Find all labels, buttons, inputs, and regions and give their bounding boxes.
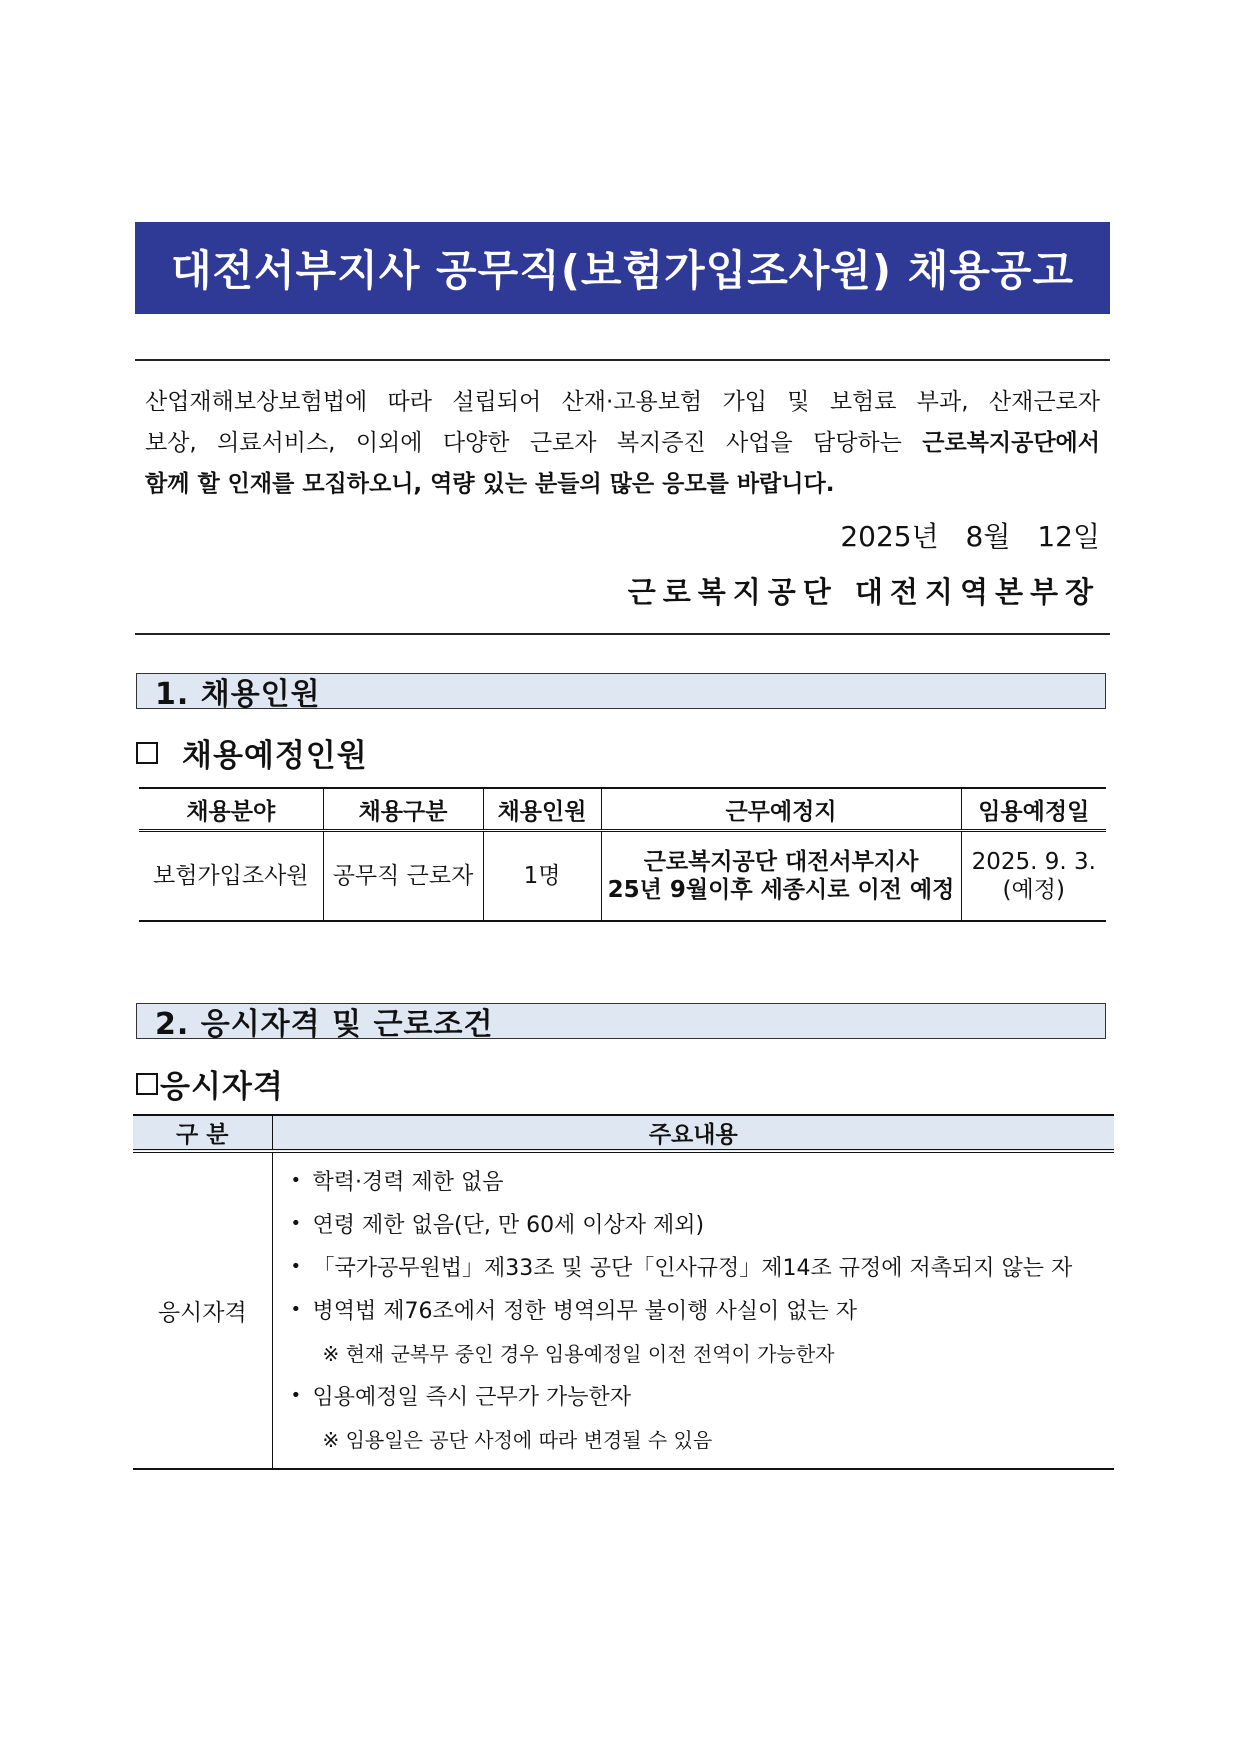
cell-count: 1명 xyxy=(483,831,601,922)
section-2-heading: 2. 응시자격 및 근로조건 xyxy=(136,1003,1106,1039)
note: ※ 임용일은 공단 사정에 따라 변경될 수 있음 xyxy=(322,1428,713,1452)
table-header-row xyxy=(133,1115,1114,1151)
bullet-icon: • xyxy=(290,1256,302,1277)
section-1-subheading: 채용예정인원 xyxy=(136,730,368,775)
bullet-icon: • xyxy=(290,1385,302,1406)
row-content xyxy=(272,1151,1114,1469)
header-location: 근무예정지 xyxy=(601,788,961,831)
header-content: 주요내용 xyxy=(272,1115,1114,1151)
table-row xyxy=(133,1151,1114,1469)
list-item: • 「국가공무원법」제33조 및 공단「인사규정」제14조 규정에 저촉되지 않는 자 xyxy=(290,1256,1073,1281)
table-row xyxy=(139,831,1106,922)
page-title: 대전서부지사 공무직(보험가입조사원) 채용공고 xyxy=(135,222,1110,314)
signer: 근로복지공단 대전지역본부장 xyxy=(627,575,1100,609)
intro-bottom-rule xyxy=(135,633,1110,635)
bullet-icon: • xyxy=(290,1299,302,1320)
cell-start-date: 2025. 9. 3. (예정) xyxy=(961,831,1106,922)
note: ※ 현재 군복무 중인 경우 임용예정일 이전 전역이 가능한자 xyxy=(322,1342,835,1366)
checkbox-square-icon xyxy=(136,1073,158,1095)
qualification-table xyxy=(133,1114,1114,1470)
intro-line-3: 함께 할 인재를 모집하오니, 역량 있는 분들의 많은 응모를 바랍니다. xyxy=(145,471,835,497)
section-2-subheading: 응시자격 xyxy=(136,1061,284,1106)
intro-line-2: 보상, 의료서비스, 이외에 다양한 근로자 복지증진 사업을 담당하는 근로복지공단에서 xyxy=(145,430,1100,456)
cell-type: 공무직 근로자 xyxy=(323,831,483,922)
announcement-date: 2025년 8월 12일 xyxy=(840,520,1100,553)
intro-line-1: 산업재해보상보험법에 따라 설립되어 산재·고용보험 가입 및 보험료 부과, 산재근로자 xyxy=(145,389,1100,415)
row-label: 응시자격 xyxy=(133,1151,272,1469)
header-start-date: 임용예정일 xyxy=(961,788,1106,831)
top-rule xyxy=(135,359,1110,361)
list-item: • 연령 제한 없음(단, 만 60세 이상자 제외) xyxy=(290,1213,705,1238)
cell-location: 근로복지공단 대전서부지사 25년 9월이후 세종시로 이전 예정 xyxy=(601,831,961,922)
bullet-icon: • xyxy=(290,1213,302,1234)
recruitment-table xyxy=(139,787,1106,922)
header-category: 구 분 xyxy=(133,1115,272,1151)
list-item: • 임용예정일 즉시 근무가 가능한자 xyxy=(290,1385,632,1410)
header-count: 채용인원 xyxy=(483,788,601,831)
cell-field: 보험가입조사원 xyxy=(139,831,323,922)
checkbox-square-icon xyxy=(136,742,158,764)
header-type: 채용구분 xyxy=(323,788,483,831)
section-1-heading: 1. 채용인원 xyxy=(136,673,1106,709)
list-item: • 학력·경력 제한 없음 xyxy=(290,1170,504,1195)
bullet-icon: • xyxy=(290,1170,302,1191)
intro-paragraph xyxy=(145,382,1100,505)
header-field: 채용분야 xyxy=(139,788,323,831)
list-item: • 병역법 제76조에서 정한 병역의무 불이행 사실이 없는 자 xyxy=(290,1299,857,1324)
table-header-row xyxy=(139,788,1106,831)
